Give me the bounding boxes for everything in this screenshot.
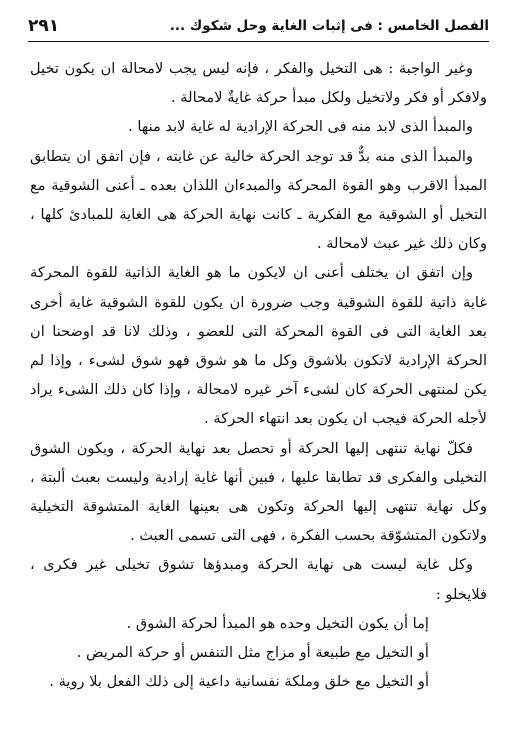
chapter-title: الفصل الخامس : فى إثبات الغاية وحل شكوك ... [169,18,489,34]
paragraph: وإن اتفق ان يختلف أعنى ان لايكون ما هو الغاية الذاتية للقوة المحركة غاية ذاتية للقوة الشوقية وجب ضرورة ان يكون للقوة الشوقية غاية أخرى بعد الغاية التى فى القوة المحركة التى للعضو ، وذلك لانا قد اوضحنا ان الحركة الإرادية لاتكون بلاشوق وكل ما هو شوق فهو شوق لشىء ، وإذا لم يكن لمنتهى الحركة كان لشىء آخر غيره لامحالة ، وإذا كان ذلك الشىء يراد لأجله الحركة فيجب ان يكون بعد انتهاء الحركة . [30,264,487,428]
body-text [30,54,487,696]
list-item: أو التخيل مع طبيعة أو مزاج مثل التنفس أو حركة المريض . [76,644,429,662]
paragraph: والمبدأ الذى لابد منه فى الحركة الإرادية له غاية لابد منها . [128,118,473,136]
list-item: إما أن يكون التخيل وحده هو المبدأ لحركة الشوق . [126,614,429,632]
running-header [28,12,489,40]
paragraph: والمبدأ الذى منه بدٌّ قد توجد الحركة خالية عن غايته ، فإن اتفق ان يتطابق المبدأ الاقرب وهو القوة المحركة والمبدءان اللذان بعده ـ أعنى الشوقية مع التخيل أو الشوقية مع الفكرية ـ كانت نهاية الحركة هى الغاية للمبادئ كلها ، وكان ذلك غير عبث لامحالة . [30,147,487,253]
paragraph: وغير الواجبة : هى التخيل والفكر ، فإنه ليس يجب لامحالة ان يكون تخيل ولافكر أو فكر ولاتخيل ولكل مبدأ حركة غايةٌ لامحالة . [30,60,487,107]
list-item: أو التخيل مع خلق وملكة نفسانية داعية إلى ذلك الفعل بلا روية . [49,673,429,691]
header-rule [28,41,489,42]
paragraph: فكلّ نهاية تنتهى إليها الحركة أو تحصل بعد نهاية الحركة ، ويكون الشوق التخيلى والفكرى قد تطابقا عليها ، فبين أنها غاية إرادية وليست بعبث ألبتة ، وكل نهاية تنتهى إليها الحركة وتكون هى بعينها الغاية المتشوقة التخيلية ولاتكون المتشوّقة بحسب الفكرة ، فهى التى تسمى العبث . [30,439,487,545]
paragraph: وكل غاية ليست هى نهاية الحركة ومبدؤها تشوق تخيلى غير فكرى ، فلايخلو : [30,556,487,603]
page-number: ٢٩١ [28,16,60,36]
